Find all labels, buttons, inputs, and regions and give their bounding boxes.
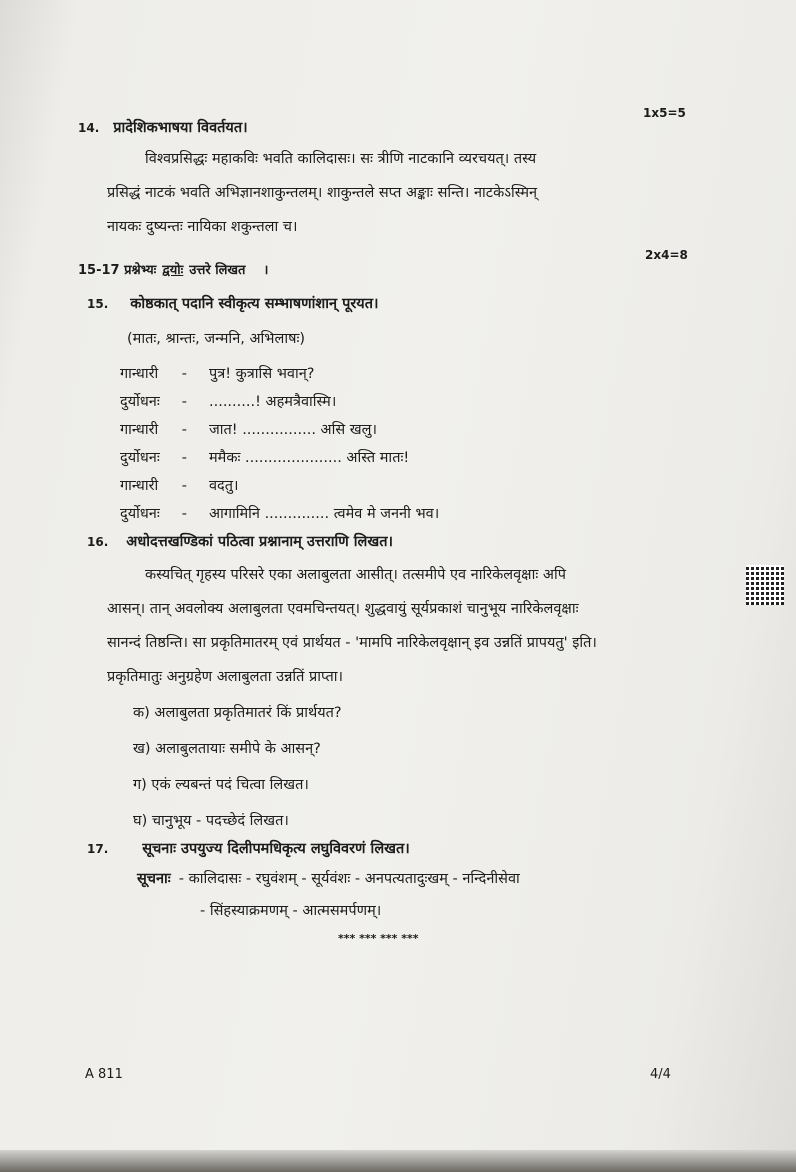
end-mark: *** *** *** ***: [338, 932, 419, 945]
section-suffix: उत्तरे लिखत: [189, 263, 246, 278]
section-marks: 2x4=8: [645, 248, 688, 262]
q15-options: (मातः, श्रान्तः, जन्मनि, अभिलाषः): [127, 331, 306, 347]
q16-line: कस्यचित् गृहस्य परिसरे एका अलाबुलता आसीत्। तत्समीपे एव नारिकेलवृक्षाः अपि: [145, 567, 566, 583]
q17-hints-row: [137, 870, 520, 888]
section-underlined: द्वयोः: [162, 263, 184, 278]
q17-title-row: [87, 840, 410, 858]
dialogue-speaker: दुर्योधनः: [120, 506, 160, 522]
q16-question: घ) चानुभूय - पदच्छेदं लिखत।: [133, 813, 289, 829]
dialogue-speaker: गान्धारी: [120, 366, 159, 382]
q17-number: 17.: [87, 842, 109, 856]
section-heading: [78, 262, 268, 280]
dialogue-speaker: दुर्योधनः: [120, 394, 160, 410]
q16-line: सानन्दं तिष्ठन्ति। सा प्रकृतिमातरम् एवं प्रार्थयत - 'मामपि नारिकेलवृक्षान् इव उन्नतिं प्रापयतु' इति।: [107, 635, 597, 651]
q16-question: ग) एकं ल्यबन्तं पदं चित्वा लिखत।: [133, 777, 309, 793]
q17-heading: सूचनाः उपयुज्य दिलीपमधिकृत्य लघुविवरणं लिखत।: [142, 841, 410, 857]
dialogue-dash: -: [181, 450, 187, 466]
photo-edge: [0, 1150, 796, 1172]
q17-label: सूचनाः: [137, 871, 171, 887]
q16-line: प्रकृतिमातुः अनुग्रहेण अलाबुलता उन्नतिं प्राप्ता।: [107, 669, 343, 685]
section-prefix: 15-17 प्रश्नेभ्यः: [78, 263, 157, 278]
dialogue-text: आगामिनि .............. त्वमेव मे जननी भव।: [209, 506, 440, 522]
dialogue-text: पुत्र! कुत्रासि भवान्?: [209, 366, 315, 382]
dialogue-text: ..........! अहमत्रैवास्मि।: [209, 394, 337, 410]
q16-title-row: [87, 533, 393, 551]
dialogue-text: वदतु।: [209, 478, 239, 494]
q14-line: प्रसिद्धं नाटकं भवति अभिज्ञानशाकुन्तलम्। शाकुन्तले सप्त अङ्काः सन्ति। नाटकेऽस्मिन्: [107, 185, 538, 201]
q14-marks: 1x5=5: [643, 106, 686, 120]
dialogue-dash: -: [181, 366, 187, 382]
dialogue-dash: -: [181, 422, 187, 438]
q16-number: 16.: [87, 535, 109, 549]
q14-heading: प्रादेशिकभाषया विवर्तयत।: [113, 120, 248, 136]
q17-hints-line2: - सिंहस्याक्रमणम् - आत्मसमर्पणम्।: [200, 903, 382, 919]
q14-line: विश्वप्रसिद्धः महाकविः भवति कालिदासः। सः त्रीणि नाटकानि व्यरचयत्। तस्य: [145, 151, 537, 167]
q16-line: आसन्। तान् अवलोक्य अलाबुलता एवमचिन्तयत्। शुद्धवायुं सूर्यप्रकाशं चानुभूय नारिकेलवृक्षाः: [107, 601, 579, 617]
dialogue-text: जात! ................ असि खलु।: [209, 422, 377, 438]
q14-number: 14.: [78, 121, 100, 135]
q16-question: ख) अलाबुलतायाः समीपे के आसन्?: [133, 741, 321, 757]
q15-heading: कोष्ठकात् पदानि स्वीकृत्य सम्भाषणांशान् पूरयत।: [130, 296, 379, 312]
dialogue-dash: -: [181, 506, 187, 522]
section-danda: ।: [263, 263, 269, 278]
q15-title-row: [87, 295, 378, 313]
q16-question: क) अलाबुलता प्रकृतिमातरं किं प्रार्थयत?: [133, 705, 342, 721]
dialogue-speaker: दुर्योधनः: [120, 450, 160, 466]
dialogue: [120, 365, 439, 523]
footer-page: 4/4: [650, 1067, 671, 1082]
q17-hints-line1: - कालिदासः - रघुवंशम् - सूर्यवंशः - अनपत्यतादुःखम् - नन्दिनीसेवा: [178, 871, 520, 887]
q14-title-row: [78, 119, 248, 137]
dialogue-text: ममैकः ..................... अस्ति मातः!: [209, 450, 410, 466]
q14-line: नायकः दुष्यन्तः नायिका शकुन्तला च।: [107, 219, 298, 235]
dialogue-dash: -: [181, 394, 187, 410]
footer-code: A 811: [85, 1067, 123, 1082]
q15-number: 15.: [87, 297, 109, 311]
dialogue-dash: -: [181, 478, 187, 494]
q16-heading: अधोदत्तखण्डिकां पठित्वा प्रश्नानाम् उत्तराणि लिखत।: [126, 534, 393, 550]
dialogue-speaker: गान्धारी: [120, 478, 159, 494]
dialogue-speaker: गान्धारी: [120, 422, 159, 438]
qr-code: [746, 565, 784, 605]
